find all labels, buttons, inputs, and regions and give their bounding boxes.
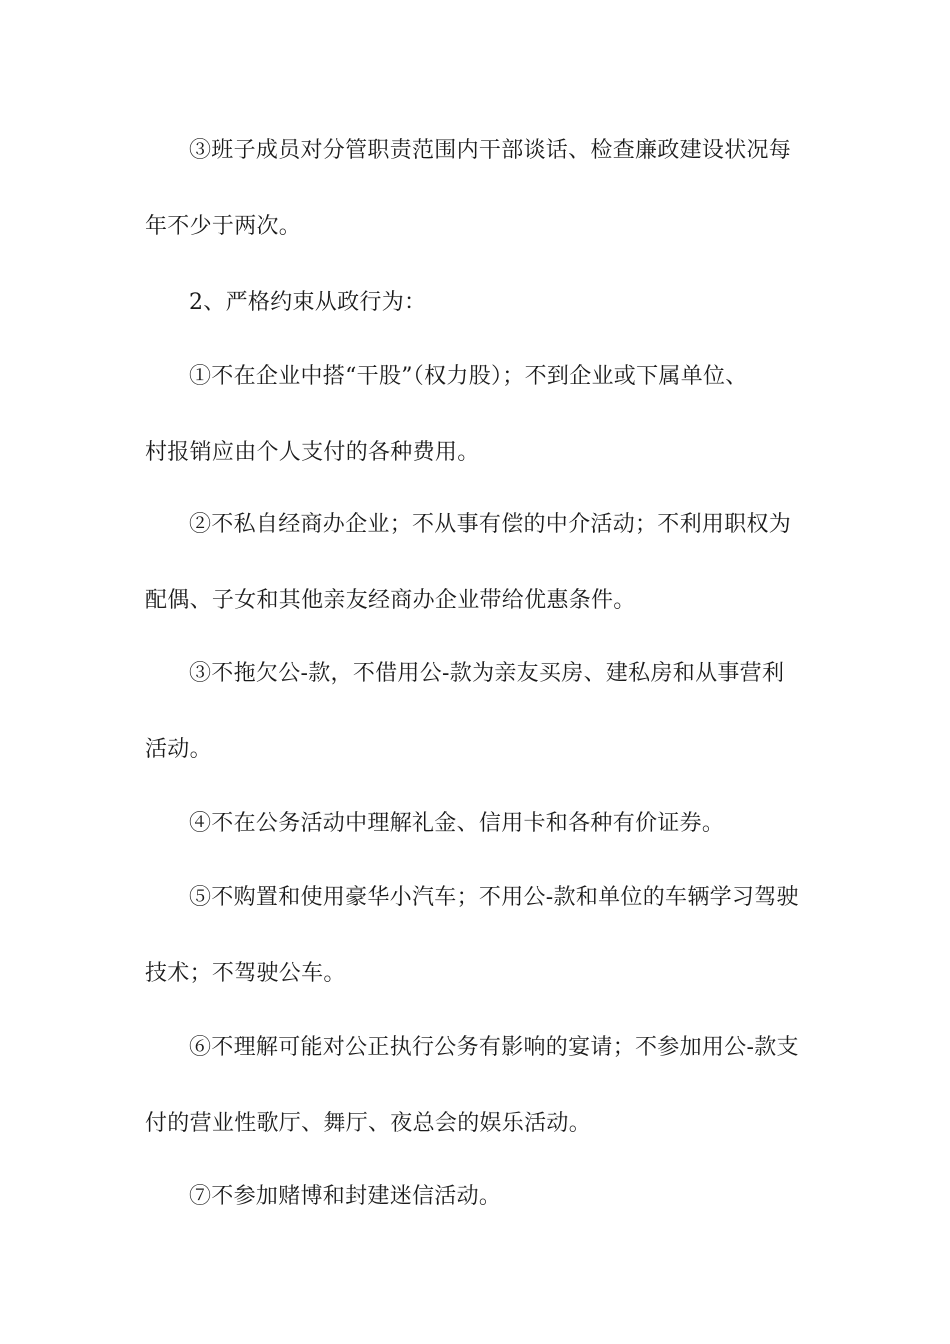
text-line: ④不在公务活动中理解礼金、信用卡和各种有价证券。 xyxy=(189,811,725,836)
text-line: ③不拖欠公-款，不借用公-款为亲友买房、建私房和从事营利 xyxy=(189,661,785,686)
text-line: ⑤不购置和使用豪华小汽车；不用公-款和单位的车辆学习驾驶 xyxy=(189,885,799,910)
text-line: ③班子成员对分管职责范围内干部谈话、检查廉政建设状况每 xyxy=(189,138,792,163)
section-heading: 2、严格约束从政行为： xyxy=(189,290,427,315)
text-line: ②不私自经商办企业；不从事有偿的中介活动；不利用职权为 xyxy=(189,512,792,537)
text-line: 年不少于两次。 xyxy=(145,214,302,239)
text-line: ⑥不理解可能对公正执行公务有影响的宴请；不参加用公-款支 xyxy=(189,1035,799,1060)
text-line: ①不在企业中搭“干股”（权力股）；不到企业或下属单位、 xyxy=(189,364,748,389)
text-line: 技术；不驾驶公车。 xyxy=(145,961,346,986)
text-line: 村报销应由个人支付的各种费用。 xyxy=(145,440,480,465)
text-line: ⑦不参加赌博和封建迷信活动。 xyxy=(189,1184,502,1209)
text-line: 配偶、子女和其他亲友经商办企业带给优惠条件。 xyxy=(145,588,636,613)
text-line: 活动。 xyxy=(145,737,212,762)
text-line: 付的营业性歌厅、舞厅、夜总会的娱乐活动。 xyxy=(145,1111,592,1136)
